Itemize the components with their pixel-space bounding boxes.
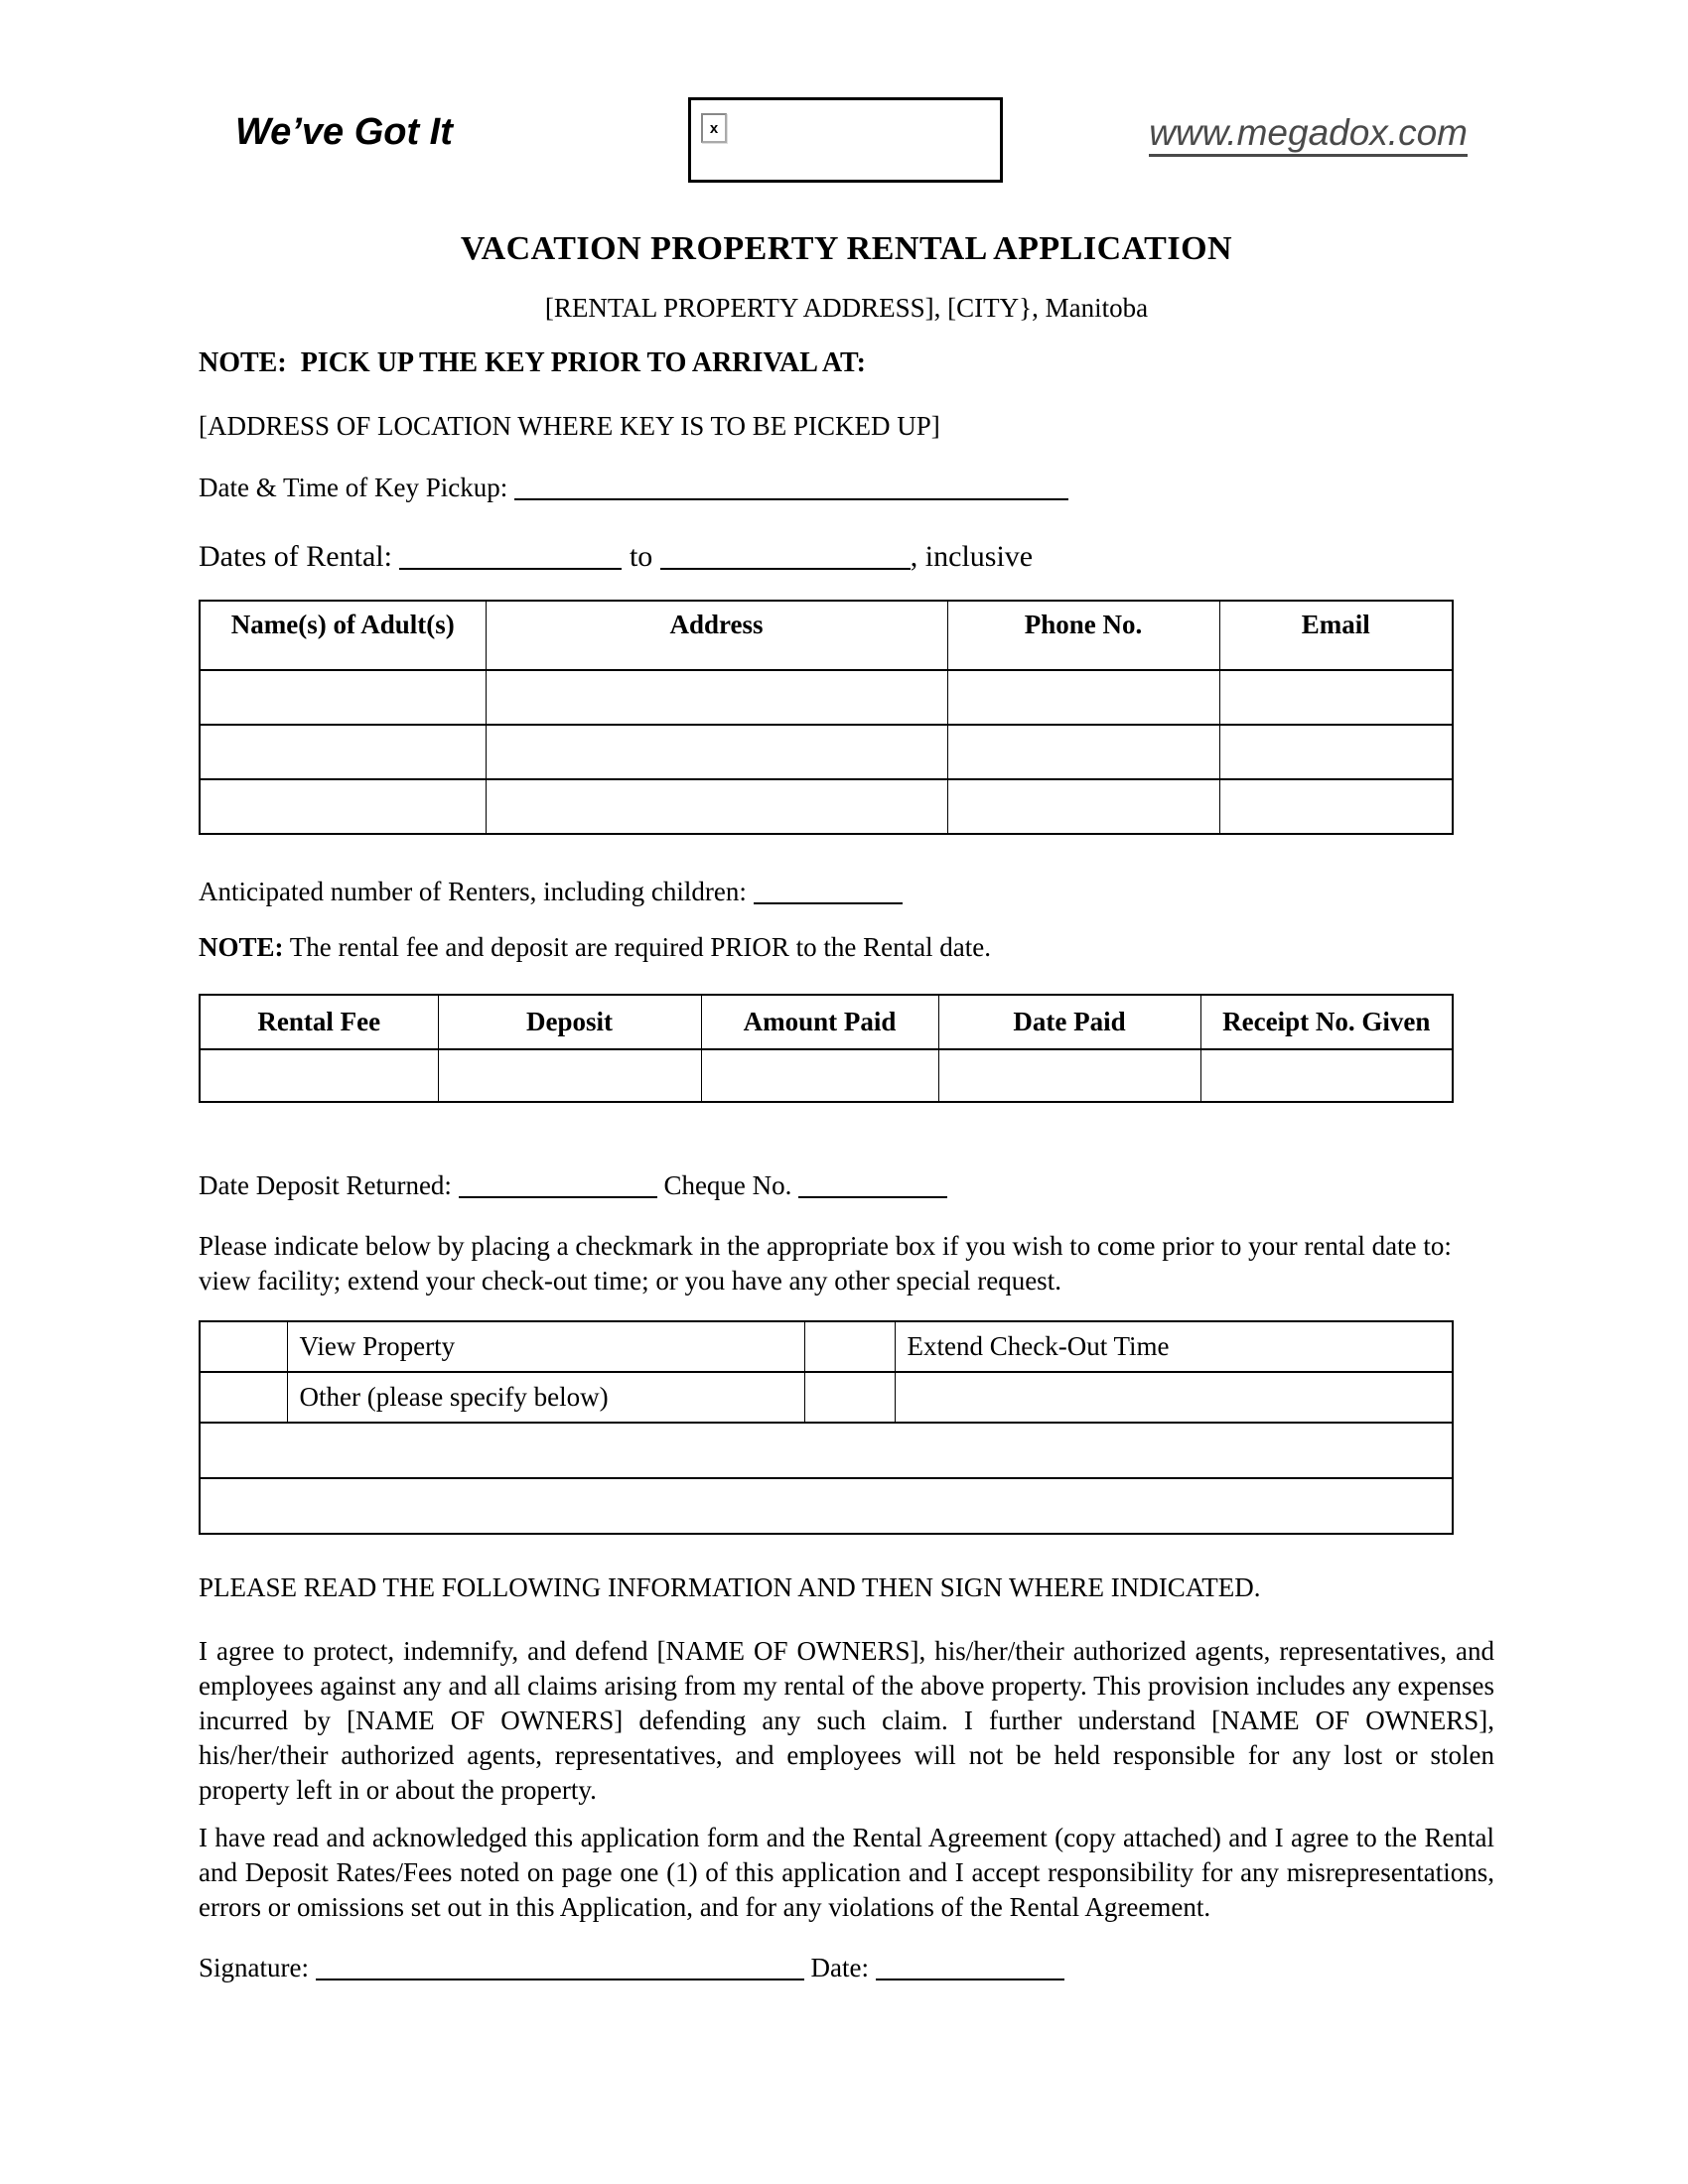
renters-count-label: Anticipated number of Renters, including children: bbox=[199, 877, 747, 906]
adult-address-cell[interactable] bbox=[486, 725, 947, 779]
key-pickup-address: [ADDRESS OF LOCATION WHERE KEY IS TO BE PICKED UP] bbox=[199, 411, 940, 441]
rental-start-date-field[interactable] bbox=[399, 542, 622, 570]
view-property-checkbox[interactable] bbox=[200, 1321, 287, 1372]
fee-table-header-row bbox=[200, 995, 1453, 1049]
special-request-row-2 bbox=[200, 1478, 1453, 1534]
other-option-label: Other (please specify below) bbox=[287, 1372, 804, 1423]
cheque-no-label: Cheque No. bbox=[663, 1170, 792, 1200]
renters-count-field[interactable] bbox=[754, 877, 903, 904]
cheque-number-field[interactable] bbox=[798, 1170, 947, 1198]
signature-field[interactable] bbox=[316, 1953, 804, 1980]
note-text: PICK UP THE KEY PRIOR TO ARRIVAL AT: bbox=[300, 347, 866, 378]
read-and-sign-instruction: PLEASE READ THE FOLLOWING INFORMATION AND THEN SIGN WHERE INDICATED. bbox=[199, 1572, 1261, 1602]
adult-email-cell[interactable] bbox=[1219, 670, 1453, 725]
key-pickup-line bbox=[199, 471, 1494, 504]
deposit-returned-label: Date Deposit Returned: bbox=[199, 1170, 452, 1200]
form-content bbox=[199, 229, 1494, 1984]
rental-dates-line bbox=[199, 538, 1494, 576]
broken-image-icon: x bbox=[701, 113, 727, 143]
fee-header-rental-fee: Rental Fee bbox=[200, 995, 438, 1049]
fee-note-line bbox=[199, 930, 1494, 964]
fee-header-receipt-no: Receipt No. Given bbox=[1200, 995, 1453, 1049]
fee-header-amount-paid: Amount Paid bbox=[701, 995, 938, 1049]
adult-name-cell[interactable] bbox=[200, 725, 486, 779]
fee-table bbox=[199, 994, 1454, 1103]
logo-placeholder-box bbox=[688, 97, 1003, 183]
adult-email-cell[interactable] bbox=[1219, 725, 1453, 779]
adults-table-row bbox=[200, 670, 1453, 725]
extend-checkout-label: Extend Check-Out Time bbox=[895, 1321, 1453, 1372]
company-tagline: We’ve Got It bbox=[235, 111, 453, 153]
signature-date-field[interactable] bbox=[876, 1953, 1064, 1980]
key-pickup-datetime-field[interactable] bbox=[514, 473, 1068, 500]
adults-table-row bbox=[200, 725, 1453, 779]
rental-fee-cell[interactable] bbox=[200, 1049, 438, 1102]
adult-phone-cell[interactable] bbox=[947, 670, 1219, 725]
adult-name-cell[interactable] bbox=[200, 779, 486, 834]
property-address-line: [RENTAL PROPERTY ADDRESS], [CITY}, Manitoba bbox=[544, 293, 1149, 323]
adult-address-cell[interactable] bbox=[486, 779, 947, 834]
indemnity-paragraph: I agree to protect, indemnify, and defend [NAME OF OWNERS], his/her/their authorized agents, representatives, and employees against any and all claims arising from my rental of the above property. This provision includes any expenses incurred by [NAME OF OWNERS] defending any such claim. I further understand [NAME OF OWNERS], his/her/their authorized agents, representatives, and employees will not be held responsible for any lost or stolen property left in or about the property. bbox=[199, 1636, 1494, 1805]
adult-email-cell[interactable] bbox=[1219, 779, 1453, 834]
note-label: NOTE: bbox=[199, 932, 284, 962]
signature-label: Signature: bbox=[199, 1953, 309, 1982]
amount-paid-cell[interactable] bbox=[701, 1049, 938, 1102]
date-paid-cell[interactable] bbox=[938, 1049, 1200, 1102]
adults-table-row bbox=[200, 779, 1453, 834]
fee-header-date-paid: Date Paid bbox=[938, 995, 1200, 1049]
form-title: VACATION PROPERTY RENTAL APPLICATION bbox=[460, 230, 1233, 267]
adults-header-email: Email bbox=[1219, 601, 1453, 670]
adults-header-address: Address bbox=[486, 601, 947, 670]
rental-dates-suffix: , inclusive bbox=[910, 540, 1034, 573]
fee-header-deposit: Deposit bbox=[438, 995, 701, 1049]
renters-count-line bbox=[199, 875, 1494, 908]
adult-phone-cell[interactable] bbox=[947, 779, 1219, 834]
rental-dates-label: Dates of Rental: bbox=[199, 540, 392, 573]
spare-checkbox-cell[interactable] bbox=[804, 1372, 895, 1423]
view-property-label: View Property bbox=[287, 1321, 804, 1372]
adult-address-cell[interactable] bbox=[486, 670, 947, 725]
other-checkbox[interactable] bbox=[200, 1372, 287, 1423]
options-row-2 bbox=[200, 1372, 1453, 1423]
options-instructions: Please indicate below by placing a checkmark in the appropriate box if you wish to come prior to your rental date to: view facility; extend your check-out time; or you have any other special request. bbox=[199, 1231, 1452, 1296]
deposit-cell[interactable] bbox=[438, 1049, 701, 1102]
extend-checkout-checkbox[interactable] bbox=[804, 1321, 895, 1372]
options-table bbox=[199, 1320, 1454, 1535]
adult-phone-cell[interactable] bbox=[947, 725, 1219, 779]
page-header bbox=[0, 94, 1688, 184]
signature-line bbox=[199, 1951, 1494, 1984]
adult-name-cell[interactable] bbox=[200, 670, 486, 725]
adults-table-header-row bbox=[200, 601, 1453, 670]
fee-table-row bbox=[200, 1049, 1453, 1102]
adults-header-phone: Phone No. bbox=[947, 601, 1219, 670]
deposit-returned-date-field[interactable] bbox=[459, 1170, 657, 1198]
acknowledgement-paragraph: I have read and acknowledged this application form and the Rental Agreement (copy attached) and I agree to the Rental and Deposit Rates/Fees noted on page one (1) of this application and I accept responsibility for any misrepresentations, errors or omissions set out in this Application, and for any violations of the Rental Agreement. bbox=[199, 1823, 1494, 1922]
website-link[interactable]: www.megadox.com bbox=[1149, 112, 1468, 157]
special-request-field-1[interactable] bbox=[200, 1423, 1453, 1478]
deposit-returned-line bbox=[199, 1168, 1494, 1202]
rental-dates-connector: to bbox=[629, 540, 653, 573]
receipt-no-cell[interactable] bbox=[1200, 1049, 1453, 1102]
adults-header-name: Name(s) of Adult(s) bbox=[200, 601, 486, 670]
key-pickup-label: Date & Time of Key Pickup: bbox=[199, 473, 508, 502]
adults-table bbox=[199, 600, 1454, 835]
spare-label-cell bbox=[895, 1372, 1453, 1423]
special-request-field-2[interactable] bbox=[200, 1478, 1453, 1534]
note-label: NOTE: bbox=[199, 347, 287, 378]
key-pickup-note bbox=[199, 346, 1494, 380]
fee-note-text: The rental fee and deposit are required PRIOR to the Rental date. bbox=[289, 932, 992, 962]
options-row-1 bbox=[200, 1321, 1453, 1372]
rental-end-date-field[interactable] bbox=[660, 542, 911, 570]
signature-date-label: Date: bbox=[810, 1953, 869, 1982]
special-request-row-1 bbox=[200, 1423, 1453, 1478]
